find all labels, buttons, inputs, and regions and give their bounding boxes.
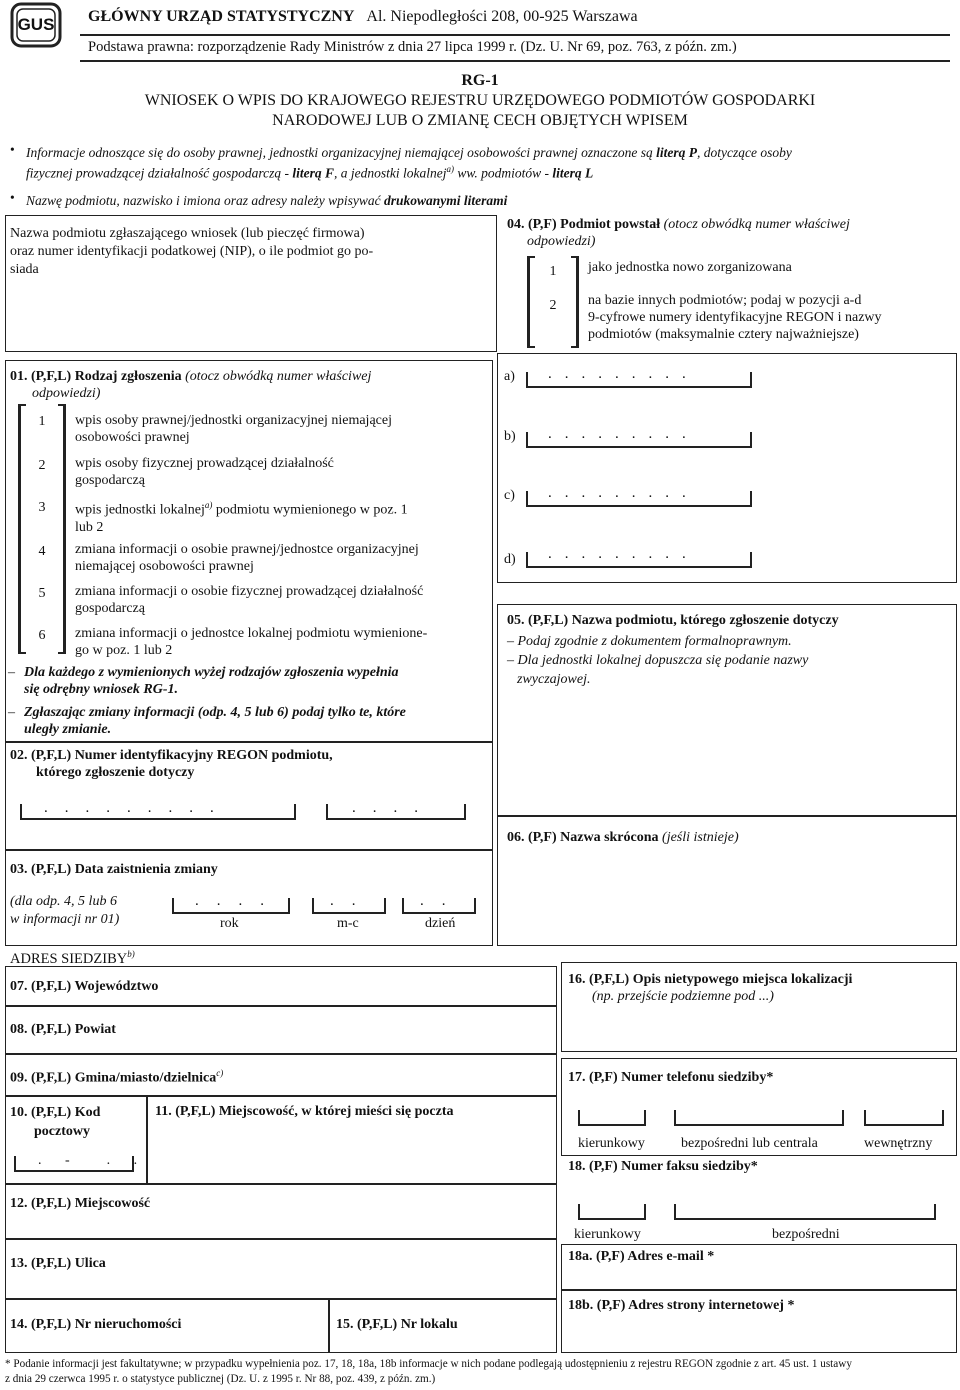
s01-opt1-number[interactable]: 1 [38, 414, 46, 429]
s01-heading: 01. (P,F,L) Rodzaj zgłoszenia (otocz obwódką numer właściwej odpowiedzi) [10, 369, 372, 401]
s04-opt2-label: na bazie innych podmiotów; podaj w pozycji a-d 9-cyfrowe numery identyfikacyjne REGON i nazwy podmiotów (maksymalnie cztery najważniejsze) [588, 293, 882, 342]
s18-direct-label: bezpośredni [772, 1227, 840, 1242]
s04-row-d-dots: ......... [548, 546, 699, 562]
s03-hint: (dla odp. 4, 5 lub 6 w informacji nr 01) [10, 894, 120, 927]
s01-opt4-label: zmiana informacji o osobie prawnej/jednostce organizacyjnej niemającej osobowości prawnej [75, 542, 419, 574]
header-rule-1 [80, 34, 950, 36]
s04-row-c-label: c) [504, 488, 515, 503]
s03-year-dots: .... [195, 893, 282, 909]
s02-heading: 02. (P,F,L) Numer identyfikacyjny REGON podmiotu, którego zgłoszenie dotyczy [10, 748, 333, 780]
s04-opt2-number[interactable]: 2 [549, 298, 557, 313]
s04-heading: 04. (P,F) Podmiot powstał (otocz obwódką numer właściwej odpowiedzi) [507, 217, 850, 249]
s04-tick-top-r [571, 256, 579, 258]
s04-row-a-dots: ......... [548, 366, 699, 382]
s12-label: 12. (P,F,L) Miejscowość [10, 1196, 151, 1211]
s01-option-bracket[interactable] [18, 404, 66, 654]
s04-row-d-label: d) [504, 552, 516, 567]
logo-text: GUS [17, 15, 55, 34]
s03-heading: 03. (P,F,L) Data zaistnienia zmiany [10, 862, 218, 877]
s17-direct-field[interactable] [674, 1110, 844, 1126]
s03-month-label: m-c [337, 916, 359, 931]
s01-tick-bot-r [58, 652, 66, 654]
s01-tick-bot-l [18, 652, 26, 654]
s15-label: 15. (P,F,L) Nr lokalu [336, 1317, 458, 1332]
s05-hints: – Podaj zgodnie z dokumentem formalnoprawnym. – Dla jednostki lokalnej dopuszcza się podanie nazwy zwyczajowej. [507, 634, 809, 687]
s01-opt2-number[interactable]: 2 [38, 458, 46, 473]
s01-instruction-1: – Dla każdego z wymienionych wyżej rodzajów zgłoszenia wypełnia się odrębny wniosek RG-1. [8, 665, 399, 697]
s04-opt1-number[interactable]: 1 [549, 264, 557, 279]
s04-row-a-label: a) [504, 369, 515, 384]
s04-tick-bot-l [527, 346, 535, 348]
form-title-1: WNIOSEK O WPIS DO KRAJOWEGO REJESTRU URZĘDOWEGO PODMIOTÓW GOSPODARKI [144, 92, 816, 109]
s17-extension-label: wewnętrzny [864, 1136, 933, 1151]
s10-label: 10. (P,F,L) Kod pocztowy [10, 1105, 101, 1139]
s18-area-code-label: kierunkowy [574, 1227, 641, 1242]
s01-instruction-2: – Zgłaszając zmiany informacji (odp. 4, 5 lub 6) podaj tylko te, które uległy zmianie. [8, 705, 406, 737]
s01-opt6-number[interactable]: 6 [38, 628, 46, 643]
s14-label: 14. (P,F,L) Nr nieruchomości [10, 1317, 182, 1332]
s03-day-dots: .. [420, 893, 464, 909]
s01-opt4-number[interactable]: 4 [38, 544, 46, 559]
s01-opt5-number[interactable]: 5 [38, 586, 46, 601]
s18-direct-field[interactable] [674, 1204, 936, 1220]
s17-extension-field[interactable] [864, 1110, 944, 1126]
s07-label: 07. (P,F,L) Województwo [10, 979, 159, 994]
gus-logo [10, 2, 62, 48]
s01-opt6-label: zmiana informacji o jednostce lokalnej podmiotu wymienione- go w poz. 1 lub 2 [75, 626, 428, 658]
s01-opt3-number[interactable]: 3 [38, 500, 46, 515]
s18-area-code-field[interactable] [578, 1204, 646, 1220]
s01-opt3-label: wpis jednostki lokalnej$^{a)}$ podmiotu wymienionego w poz. 1 lub 2 [75, 500, 408, 535]
legal-basis: Podstawa prawna: rozporządzenie Rady Ministrów z dnia 27 lipca 1999 r. (Dz. U. Nr 69, poz. 763, z późn. zm.) [88, 39, 737, 55]
s18b-label: 18b. (P,F) Adres strony internetowej * [568, 1298, 795, 1313]
s04-opt1-label: jako jednostka nowo zorganizowana [588, 260, 792, 275]
header-institution: GŁÓWNY URZĄD STATYSTYCZNY Al. Niepodległości 208, 00-925 Warszawa [88, 8, 638, 25]
note-2: • Nazwę podmiotu, nazwisko i imiona oraz adresy należy wpisywać drukowanymi literami [10, 190, 508, 208]
s04-tick-top-l [527, 256, 535, 258]
s17-area-code-field[interactable] [578, 1110, 646, 1126]
s17-area-code-label: kierunkowy [578, 1136, 645, 1151]
s09-label: 09. (P,F,L) Gmina/miasto/dzielnica$^{c)}$ [10, 1068, 224, 1086]
s04-tick-bot-r [571, 346, 579, 348]
s01-tick-top-r [58, 404, 66, 406]
form-title-2: NARODOWEJ LUB O ZMIANĘ CECH OBJĘTYCH WPISEM [272, 112, 688, 129]
s18-label: 18. (P,F) Numer faksu siedziby* [568, 1159, 758, 1174]
s01-opt1-label: wpis osoby prawnej/jednostki organizacyjnej niemającej osobowości prawnej [75, 413, 392, 445]
s18a-label: 18a. (P,F) Adres e-mail * [568, 1249, 715, 1264]
s17-direct-label: bezpośredni lub centrala [681, 1136, 818, 1151]
form-code: RG-1 [461, 72, 499, 89]
s04-row-b-dots: ......... [548, 426, 699, 442]
address-heading: ADRES SIEDZIBY$^{b)}$ [10, 949, 135, 967]
s03-month-dots: .. [330, 893, 374, 909]
s11-label: 11. (P,F,L) Miejscowość, w której mieści się poczta [155, 1104, 454, 1119]
s03-day-label: dzień [425, 916, 456, 931]
s03-year-label: rok [220, 916, 239, 931]
s13-label: 13. (P,F,L) Ulica [10, 1256, 106, 1271]
footer-note: * Podanie informacji jest fakultatywne; w przypadku wypełnienia poz. 17, 18, 18a, 18b informacje w nich podane podlegają udostępnieniu z rejestru REGON zgodnie z art. 45 ust. 1 ustawy z dnia 29 czerwca 1995 r. o statystyce publicznej (Dz. U. z 1995 r. Nr 88, poz. 439, z późn. zm.) [5, 1358, 852, 1385]
note-1: • Informacje odnoszące się do osoby prawnej, jednostki organizacyjnej niemającej osobowości prawnej oznaczone są literą P, dotyczące osoby fizycznej prowadzącej działalność gospodarczą - literą F, a jednostki lokalnej$^{a)}$ ww. podmiotów - literą L [10, 142, 792, 181]
s16-label: 16. (P,F,L) Opis nietypowego miejsca lokalizacji (np. przejście podziemne pod ...) [568, 972, 853, 1004]
s02-regon-dots-suffix: .... [352, 800, 435, 816]
s02-regon-dots-main: ......... [44, 800, 231, 816]
s01-opt5-label: zmiana informacji o osobie fizycznej prowadzącej działalność gospodarczą [75, 584, 424, 616]
s06-heading: 06. (P,F) Nazwa skrócona (jeśli istnieje) [507, 830, 739, 845]
s05-heading: 05. (P,F,L) Nazwa podmiotu, którego zgłoszenie dotyczy [507, 613, 839, 628]
applicant-label: Nazwa podmiotu zgłaszającego wniosek (lub pieczęć firmowa) oraz numer identyfikacji podatkowej (NIP), o ile podmiot go po- siada [10, 226, 374, 277]
s04-row-b-label: b) [504, 429, 516, 444]
s17-label: 17. (P,F) Numer telefonu siedziby* [568, 1070, 774, 1085]
header-rule-2 [80, 60, 950, 62]
s08-label: 08. (P,F,L) Powiat [10, 1022, 116, 1037]
s04-row-c-dots: ......... [548, 485, 699, 501]
s01-tick-top-l [18, 404, 26, 406]
s10-postcode-dots: . - . . [38, 1153, 148, 1168]
s01-opt2-label: wpis osoby fizycznej prowadzącej działalność gospodarczą [75, 456, 334, 488]
